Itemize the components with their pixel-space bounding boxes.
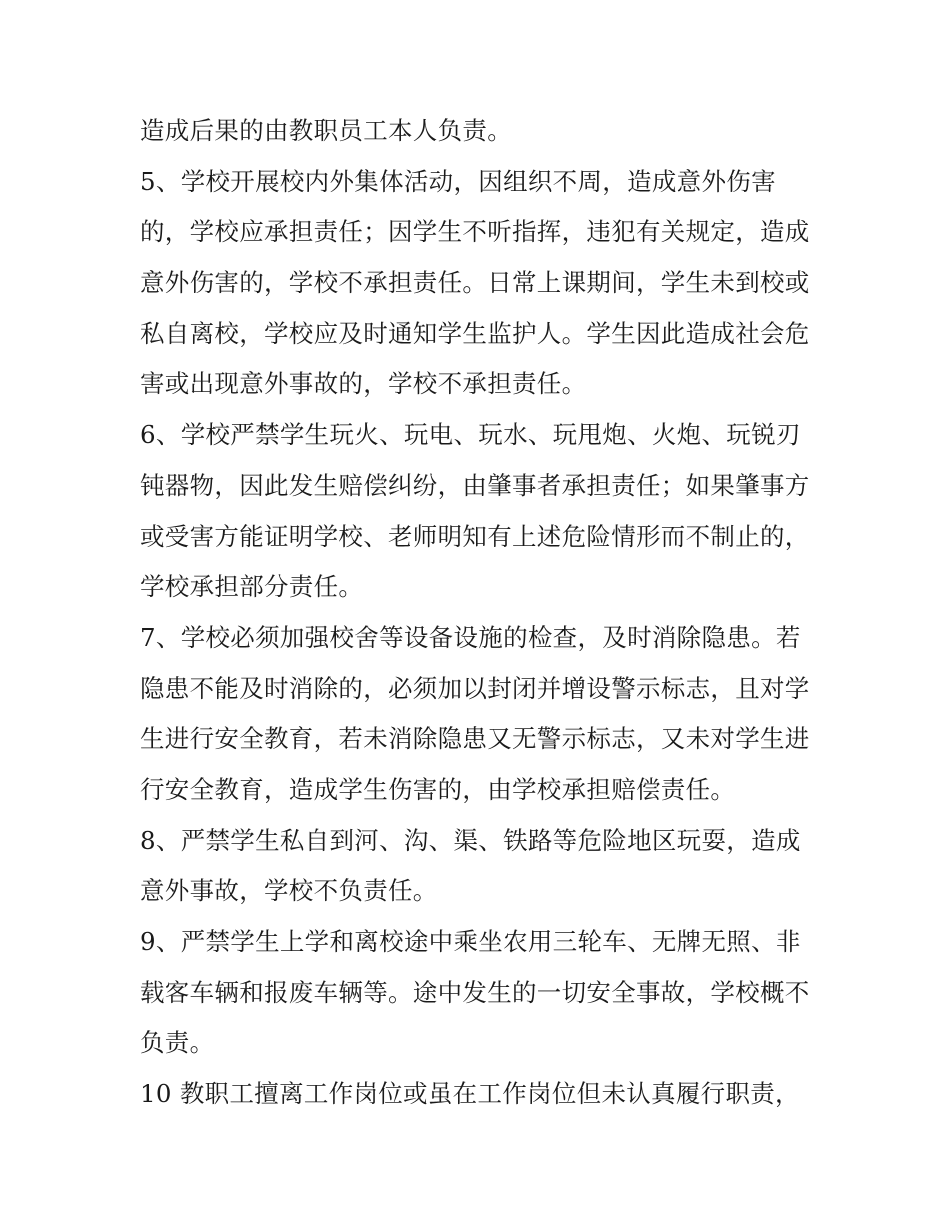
text-line: 钝器物，因此发生赔偿纠纷，由肇事者承担责任；如果肇事方	[140, 470, 810, 500]
text-line: 9、严禁学生上学和离校途中乘坐农用三轮车、无牌无照、非	[140, 927, 801, 956]
text-line: 8、严禁学生私自到河、沟、渠、铁路等危险地区玩耍，造成	[140, 825, 801, 855]
text-line: 意外事故，学校不负责任。	[140, 876, 438, 906]
document-body	[140, 106, 820, 1120]
text-line: 5、学校开展校内外集体活动，因组织不周，造成意外伤害	[140, 166, 776, 196]
text-line: 私自离校，学校应及时通知学生监护人。学生因此造成社会危	[140, 318, 810, 348]
text-line: 隐患不能及时消除的，必须加以封闭并增设警示标志，且对学	[140, 673, 810, 703]
text-line: 意外伤害的，学校不承担责任。日常上课期间，学生未到校或	[140, 268, 810, 298]
text-line: 的，学校应承担责任；因学生不听指挥，违犯有关规定，造成	[140, 217, 810, 247]
text-line: 载客车辆和报废车辆等。途中发生的一切安全事故，学校概不	[140, 977, 810, 1007]
text-line: 7、学校必须加强校舍等设备设施的检查，及时消除隐患。若	[140, 622, 801, 652]
text-line: 学校承担部分责任。	[140, 572, 364, 602]
text-line: 负责。	[140, 1028, 215, 1058]
text-line: 或受害方能证明学校、老师明知有上述危险情形而不制止的，	[140, 521, 810, 551]
text-line: 行安全教育，造成学生伤害的，由学校承担赔偿责任。	[140, 774, 736, 804]
text-line: 10 教职工擅离工作岗位或虽在工作岗位但未认真履行职责，	[140, 1079, 800, 1109]
text-line: 生进行安全教育，若未消除隐患又无警示标志，又未对学生进	[140, 724, 810, 754]
text-line: 6、学校严禁学生玩火、玩电、玩水、玩甩炮、火炮、玩锐刃	[140, 420, 801, 450]
text-line: 造成后果的由教职员工本人负责。	[140, 116, 512, 145]
text-line: 害或出现意外事故的，学校不承担责任。	[140, 369, 587, 399]
